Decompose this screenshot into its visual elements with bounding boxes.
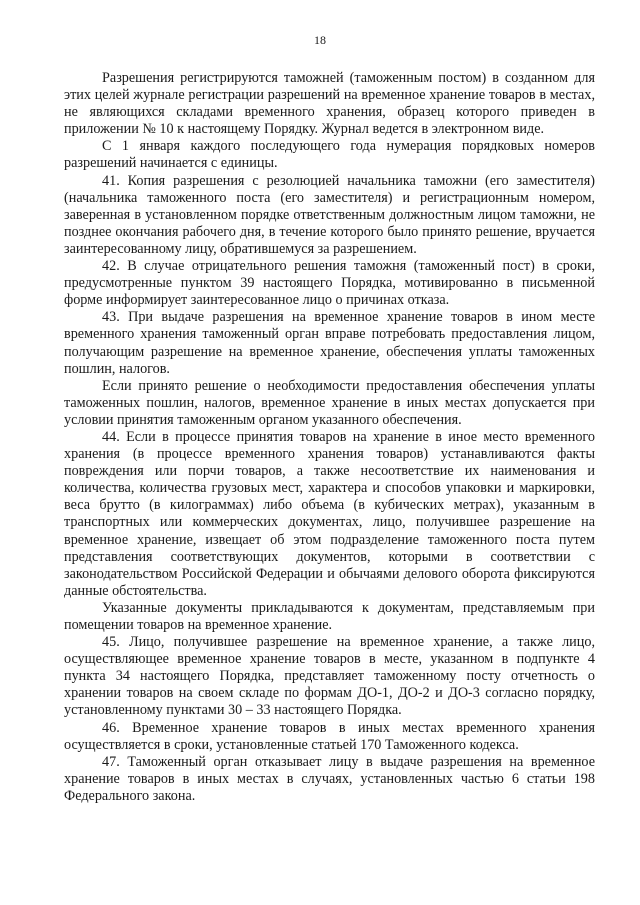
page-number: 18: [314, 33, 326, 47]
paragraph: 43. При выдаче разрешения на временное хранение товаров в ином месте временного хранения таможенный орган вправе потребовать предоставления лицом, получающим разрешение на временное хранение, обеспечения уплаты таможенных пошлин, налогов.: [64, 309, 595, 377]
paragraph: Если принято решение о необходимости предоставления обеспечения уплаты таможенных пошлин, налогов, временное хранение в иных местах допускается при условии принятия таможенным органом указанного обеспечения.: [64, 377, 595, 428]
paragraph: 45. Лицо, получившее разрешение на временное хранение, а также лицо, осуществляющее временное хранение товаров в месте, указанном в подпункте 4 пункта 34 настоящего Порядка, представляет таможенному посту отчетность о хранении товаров на своем складе по формам ДО-1, ДО-2 и ДО-3 согласно порядку, установленному пунктами 30 – 33 настоящего Порядка.: [64, 634, 595, 719]
paragraph: 42. В случае отрицательного решения таможня (таможенный пост) в сроки, предусмотренные пунктом 39 настоящего Порядка, мотивированно в письменной форме информирует заинтересованное лицо о причинах отказа.: [64, 258, 595, 309]
paragraph: 44. Если в процессе принятия товаров на хранение в иное место временного хранения (в процессе временного хранения товаров) устанавливаются факты повреждения или порчи товаров, а также несоответствие их наименования и количества, количества грузовых мест, характера и способов упаковки и маркировки, веса брутто (в килограммах) либо объема (в кубических метрах), указанным в транспортных или коммерческих документах, лицо, получившее разрешение на временное хранение, извещает об этом подразделение таможенного поста путем представления соответствующих документов, которыми в соответствии с законодательством Российской Федерации и обычаями делового оборота фиксируются данные обстоятельства.: [64, 428, 595, 599]
document-body: [64, 70, 595, 805]
paragraph: 41. Копия разрешения с резолюцией начальника таможни (его заместителя) (начальника таможенного поста (его заместителя) и регистрационным номером, заверенная в установленном порядке ответственным должностным лицом таможни, не позднее окончания рабочего дня, в течение которого было принято решение, вручается заинтересованному лицу, обратившемуся за разрешением.: [64, 172, 595, 257]
paragraph: 46. Временное хранение товаров в иных местах временного хранения осуществляется в сроки, установленные статьей 170 Таможенного кодекса.: [64, 719, 595, 753]
paragraph: 47. Таможенный орган отказывает лицу в выдаче разрешения на временное хранение товаров в иных местах в случаях, установленных частью 6 статьи 198 Федерального закона.: [64, 753, 595, 804]
paragraph: Указанные документы прикладываются к документам, представляемым при помещении товаров на временное хранение.: [64, 599, 595, 633]
paragraph: Разрешения регистрируются таможней (таможенным постом) в созданном для этих целей журнале регистрации разрешений на временное хранение товаров в местах, не являющихся складами временного хранения, образец которого приведен в приложении № 10 к настоящему Порядку. Журнал ведется в электронном виде.: [64, 70, 595, 138]
paragraph: С 1 января каждого последующего года нумерация порядковых номеров разрешений начинается с единицы.: [64, 138, 595, 172]
